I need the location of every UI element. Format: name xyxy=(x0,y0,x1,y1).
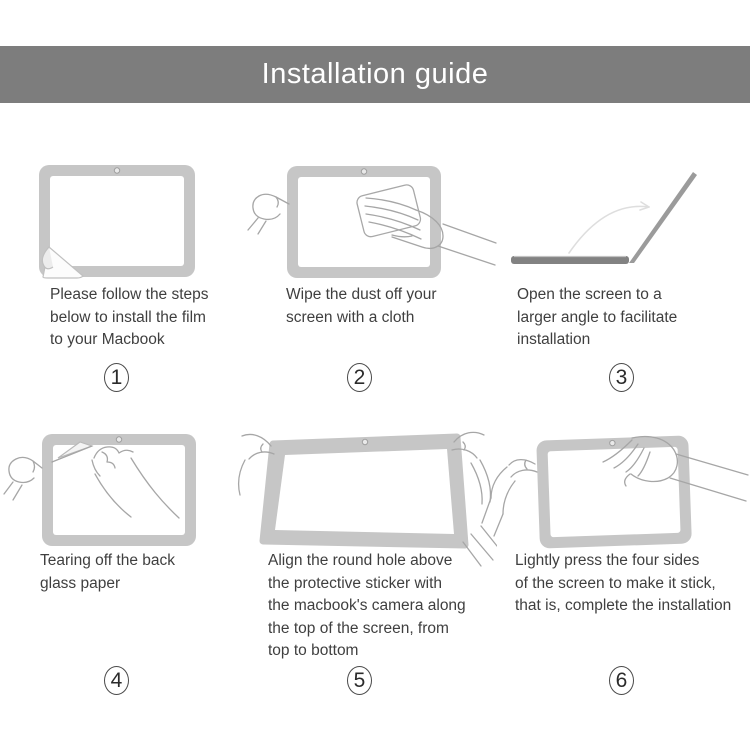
step-2-caption xyxy=(286,284,437,329)
step-3-number-badge xyxy=(609,363,634,392)
step-number: 2 xyxy=(353,365,366,389)
step-number: 3 xyxy=(615,365,628,389)
step-number: 1 xyxy=(110,365,123,389)
step-6-number-badge xyxy=(609,666,634,695)
step-number: 4 xyxy=(110,668,123,692)
caption-line: Align the round hole above xyxy=(268,552,453,569)
open-laptop-illustration xyxy=(505,163,747,275)
caption-line: installation xyxy=(517,331,591,348)
wiping-screen-illustration xyxy=(246,160,497,285)
step-1-caption xyxy=(50,284,209,352)
header-bar xyxy=(0,46,750,103)
step-2-number-badge xyxy=(347,363,372,392)
page-title: Installation guide xyxy=(261,58,489,90)
caption-line: of the screen to make it stick, xyxy=(515,574,716,592)
step-2-cell xyxy=(235,160,497,410)
tearing-backing-illustration xyxy=(0,430,235,555)
step-4-caption xyxy=(40,550,175,595)
caption-line: Tearing off the back xyxy=(40,552,175,569)
step-6-cell xyxy=(480,428,750,728)
step-3-cell xyxy=(497,160,750,410)
screen-film-peel-illustration xyxy=(36,163,198,283)
step-number: 6 xyxy=(615,668,628,692)
step-5-caption xyxy=(268,550,466,663)
step-number: 5 xyxy=(353,668,366,692)
caption-line: top to bottom xyxy=(268,642,359,659)
step-5-number-badge xyxy=(347,666,372,695)
caption-line: that is, complete the installation xyxy=(515,597,732,614)
caption-line: below to install the film xyxy=(50,308,206,326)
caption-line: to your Macbook xyxy=(50,331,165,348)
caption-line: screen with a cloth xyxy=(286,308,415,326)
step-5-cell xyxy=(235,428,497,728)
caption-line: the macbook's camera along xyxy=(268,597,466,614)
caption-line: Please follow the steps xyxy=(50,286,209,303)
caption-line: Open the screen to a xyxy=(517,286,662,303)
caption-line: the top of the screen, from xyxy=(268,619,449,637)
step-1-cell xyxy=(0,160,235,410)
caption-line: Lightly press the four sides xyxy=(515,552,700,569)
step-3-caption xyxy=(517,284,677,352)
caption-line: the protective sticker with xyxy=(268,574,443,592)
step-6-caption xyxy=(515,550,731,618)
caption-line: glass paper xyxy=(40,574,121,592)
caption-line: Wipe the dust off your xyxy=(286,286,437,303)
pressing-film-illustration xyxy=(480,430,750,555)
step-4-number-badge xyxy=(104,666,129,695)
step-1-number-badge xyxy=(104,363,129,392)
caption-line: larger angle to facilitate xyxy=(517,308,678,326)
step-4-cell xyxy=(0,428,235,728)
